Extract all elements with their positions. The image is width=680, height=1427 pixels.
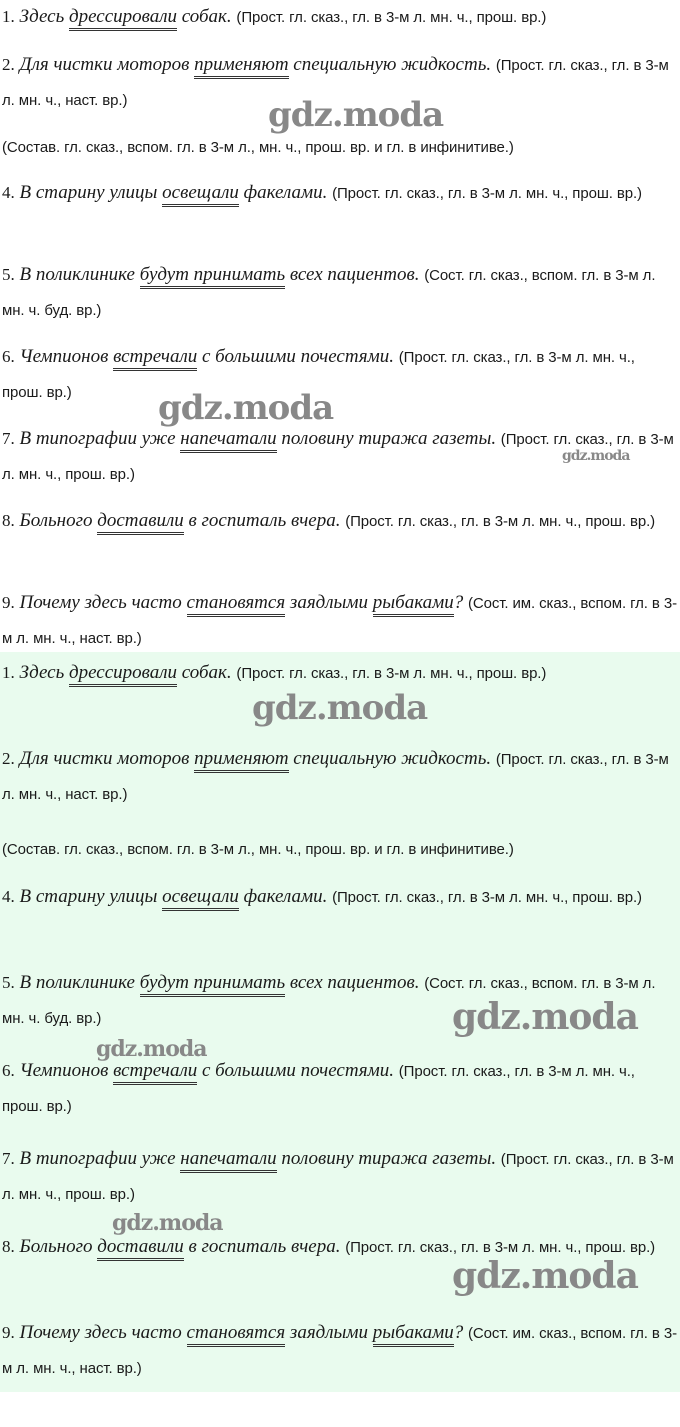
predicate: напечатали [180, 428, 276, 453]
predicate: применяют [194, 54, 288, 79]
sentence-7: 7. В типографии уже напечатали половину тиража газеты. (Прост. гл. сказ., гл. в 3-м л. мн. ч., прош. вр.) [2, 428, 674, 483]
grammar-note: (Состав. гл. сказ., вспом. гл. в 3-м л., мн. ч., прош. вр. и гл. в инфинитиве.) [2, 841, 514, 858]
predicate: напечатали [180, 1148, 276, 1173]
answer-block-plain [0, 0, 680, 652]
watermark: gdz.moda [96, 1036, 207, 1062]
grammar-note: (Прост. гл. сказ., гл. в 3-м л. мн. ч., наст. вр.) [2, 57, 669, 109]
predicate: применяют [194, 748, 288, 773]
sentence-3-note [2, 130, 678, 165]
sentence-5: 5. В поликлинике будут принимать всех пациентов. (Сост. гл. сказ., вспом. гл. в 3-м л. мн. ч. буд. вр.) [2, 264, 656, 319]
predicate: дрессировали [69, 6, 177, 31]
grammar-note: (Сост. им. сказ., вспом. гл. в 3-м л. мн. ч., наст. вр.) [2, 595, 677, 647]
sentence-8: 8. Больного доставили в госпиталь вчера. (Прост. гл. сказ., гл. в 3-м л. мн. ч., прош. вр.) [2, 504, 678, 539]
grammar-note: (Прост. гл. сказ., гл. в 3-м л. мн. ч., прош. вр.) [332, 889, 642, 906]
grammar-note: (Прост. гл. сказ., гл. в 3-м л. мн. ч., прош. вр.) [236, 9, 547, 26]
sentence-9: 9. Почему здесь часто становятся заядлыми рыбаками? (Сост. им. сказ., вспом. гл. в 3-м л. мн. ч., наст. вр.) [2, 592, 677, 647]
predicate: доставили [97, 1236, 184, 1261]
grammar-note: (Прост. гл. сказ., гл. в 3-м л. мн. ч., прош. вр.) [2, 431, 674, 483]
sentence-2: 2. Для чистки моторов применяют специальную жидкость. (Прост. гл. сказ., гл. в 3-м л. мн. ч., наст. вр.) [2, 54, 669, 109]
grammar-note: (Состав. гл. сказ., вспом. гл. в 3-м л., мн. ч., прош. вр. и гл. в инфинитиве.) [2, 139, 514, 156]
grammar-note: (Прост. гл. сказ., гл. в 3-м л. мн. ч., прош. вр.) [236, 665, 547, 682]
grammar-note: (Сост. гл. сказ., вспом. гл. в 3-м л. мн. ч. буд. вр.) [2, 975, 656, 1027]
grammar-note: (Прост. гл. сказ., гл. в 3-м л. мн. ч., прош. вр.) [2, 1063, 635, 1115]
watermark: gdz.moda [252, 688, 428, 728]
grammar-note: (Прост. гл. сказ., гл. в 3-м л. мн. ч., прош. вр.) [2, 349, 635, 401]
watermark: gdz.moda [112, 1210, 223, 1236]
sentence-2: 2. Для чистки моторов применяют специальную жидкость. (Прост. гл. сказ., гл. в 3-м л. мн. ч., наст. вр.) [2, 748, 669, 803]
answer-block-highlighted [0, 652, 680, 1392]
predicate: встречали [113, 346, 197, 371]
grammar-note: (Прост. гл. сказ., гл. в 3-м л. мн. ч., наст. вр.) [2, 751, 669, 803]
predicate: становятся [187, 592, 286, 617]
predicate-nominal: рыбаками [373, 592, 454, 617]
sentence-9: 9. Почему здесь часто становятся заядлыми рыбаками? (Сост. им. сказ., вспом. гл. в 3-м л. мн. ч., наст. вр.) [2, 1322, 677, 1377]
sentence-6: 6. Чемпионов встречали с большими почестями. (Прост. гл. сказ., гл. в 3-м л. мн. ч., прош. вр.) [2, 1060, 635, 1115]
sentence-1: 1. Здесь дрессировали собак. (Прост. гл. сказ., гл. в 3-м л. мн. ч., прош. вр.) [2, 0, 678, 35]
sentence-6: 6. Чемпионов встречали с большими почестями. (Прост. гл. сказ., гл. в 3-м л. мн. ч., прош. вр.) [2, 346, 635, 401]
watermark: gdz.moda [268, 95, 444, 135]
sentence-3-note [2, 832, 678, 867]
grammar-note: (Сост. гл. сказ., вспом. гл. в 3-м л. мн. ч. буд. вр.) [2, 267, 656, 319]
predicate: освещали [162, 886, 239, 911]
predicate: будут принимать [140, 972, 285, 997]
watermark: gdz.moda [452, 996, 638, 1038]
predicate: доставили [97, 510, 184, 535]
grammar-note: (Прост. гл. сказ., гл. в 3-м л. мн. ч., прош. вр.) [345, 1239, 656, 1256]
grammar-note: (Прост. гл. сказ., гл. в 3-м л. мн. ч., прош. вр.) [2, 1151, 674, 1203]
predicate: будут принимать [140, 264, 285, 289]
watermark: gdz.moda [452, 1255, 638, 1297]
grammar-note: (Прост. гл. сказ., гл. в 3-м л. мн. ч., прош. вр.) [345, 513, 656, 530]
sentence-8: 8. Больного доставили в госпиталь вчера. (Прост. гл. сказ., гл. в 3-м л. мн. ч., прош. вр.) [2, 1230, 678, 1265]
watermark: gdz.moda [158, 388, 334, 428]
sentence-1: 1. Здесь дрессировали собак. (Прост. гл. сказ., гл. в 3-м л. мн. ч., прош. вр.) [2, 656, 678, 691]
sentence-4: 4. В старину улицы освещали факелами. (Прост. гл. сказ., гл. в 3-м л. мн. ч., прош. вр.) [2, 880, 678, 915]
watermark: gdz.moda [562, 448, 630, 464]
sentence-7: 7. В типографии уже напечатали половину тиража газеты. (Прост. гл. сказ., гл. в 3-м л. мн. ч., прош. вр.) [2, 1148, 674, 1203]
grammar-note: (Прост. гл. сказ., гл. в 3-м л. мн. ч., прош. вр.) [332, 185, 642, 202]
predicate: дрессировали [69, 662, 177, 687]
sentence-4: 4. В старину улицы освещали факелами. (Прост. гл. сказ., гл. в 3-м л. мн. ч., прош. вр.) [2, 176, 678, 211]
predicate-nominal: рыбаками [373, 1322, 454, 1347]
sentence-5: 5. В поликлинике будут принимать всех пациентов. (Сост. гл. сказ., вспом. гл. в 3-м л. мн. ч. буд. вр.) [2, 972, 656, 1027]
predicate: становятся [187, 1322, 286, 1347]
predicate: встречали [113, 1060, 197, 1085]
grammar-note: (Сост. им. сказ., вспом. гл. в 3-м л. мн. ч., наст. вр.) [2, 1325, 677, 1377]
predicate: освещали [162, 182, 239, 207]
